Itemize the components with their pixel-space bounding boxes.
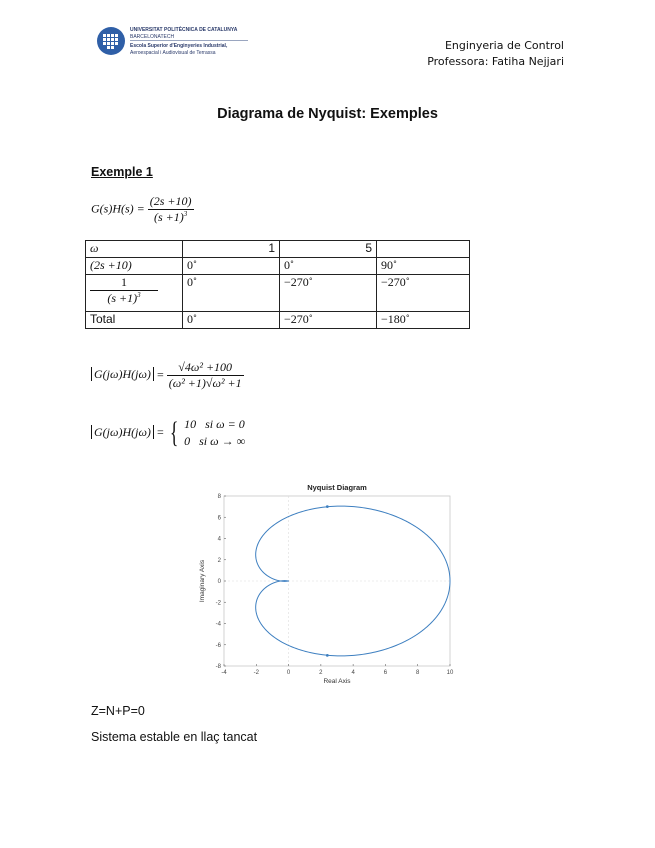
x-axis-label: Real Axis — [323, 678, 351, 685]
magnitude-fraction — [167, 360, 244, 391]
case-infinity: 0 si ω → ∞ — [184, 434, 246, 448]
table-cell: 0˚ — [280, 258, 377, 275]
tf-denominator: (s +1) — [154, 210, 184, 224]
table-cell: −270˚ — [280, 275, 377, 312]
table-label-exp: 3 — [137, 291, 141, 299]
table-label-den: (s +1) — [107, 291, 138, 305]
y-tick-label: -6 — [215, 642, 221, 649]
example-heading: Exemple 1 — [91, 165, 153, 179]
table-cell: 0˚ — [183, 312, 280, 329]
limits-lhs: G(jω)H(jω) — [91, 425, 154, 439]
table-header-cell: 1 — [183, 241, 280, 258]
y-tick-label: 8 — [217, 494, 221, 500]
upc-logo-icon — [96, 26, 126, 56]
table-label-fraction — [90, 275, 158, 306]
y-tick-label: -2 — [215, 600, 221, 607]
magnitude-lhs: G(jω)H(jω) — [91, 367, 154, 381]
direction-arrow-marker — [326, 505, 329, 508]
tf-lhs: G(s)H(s) = — [91, 201, 145, 216]
tf-exponent: 3 — [183, 210, 188, 218]
table-cell: 0˚ — [183, 275, 280, 312]
professor-name: Professora: Fatiha Nejjari — [427, 55, 564, 68]
table-label-den-wrap — [90, 291, 158, 306]
table-row — [86, 312, 470, 329]
cases-block — [169, 416, 245, 450]
university-logo — [96, 26, 266, 62]
direction-arrow-marker — [326, 654, 329, 657]
x-tick-label: 4 — [351, 670, 355, 676]
table-row-label — [86, 275, 183, 312]
table-row-label: Total — [86, 312, 183, 329]
x-tick-label: 0 — [286, 670, 291, 676]
x-tick-label: 6 — [383, 670, 388, 676]
table-header-cell — [377, 241, 470, 258]
header-info — [427, 38, 564, 70]
tf-denominator-wrap — [148, 210, 194, 225]
tf-fraction — [148, 194, 194, 225]
table-cell: −270˚ — [280, 312, 377, 329]
table-cell: 0˚ — [183, 258, 280, 275]
page-title: Diagrama de Nyquist: Exemples — [217, 106, 438, 122]
logo-divider — [130, 40, 248, 41]
table-row-label: (2s +10) — [86, 258, 183, 275]
logo-text — [130, 27, 237, 56]
nyquist-chart — [190, 474, 470, 692]
table-header-cell: ω — [86, 241, 183, 258]
course-name: Enginyeria de Control — [444, 39, 564, 52]
table-cell: 90˚ — [377, 258, 470, 275]
x-tick-label: -4 — [221, 670, 227, 676]
y-axis-label: Imaginary Axis — [199, 559, 206, 603]
x-tick-label: 2 — [319, 670, 323, 676]
brace-icon: { — [169, 416, 179, 449]
stability-conclusion: Sistema estable en llaç tancat — [91, 730, 258, 744]
table-label-num: 1 — [90, 275, 158, 291]
magnitude-denominator: (ω² +1)√ω² +1 — [168, 376, 242, 390]
table-row — [86, 275, 470, 312]
equals-sign: = — [156, 424, 167, 439]
y-tick-label: 6 — [217, 515, 221, 522]
x-tick-label: 10 — [446, 670, 454, 676]
logo-line: UNIVERSITAT POLITÈCNICA DE CATALUNYA — [130, 27, 238, 33]
logo-line: Escola Superior d'Enginyeries Industrial, — [130, 43, 228, 50]
case-zero: 10 si ω = 0 — [184, 417, 245, 431]
logo-line: BARCELONATECH — [130, 33, 175, 40]
magnitude-equation — [91, 360, 244, 391]
y-tick-label: -8 — [215, 664, 221, 670]
x-tick-label: 8 — [416, 670, 420, 676]
chart-title: Nyquist Diagram — [307, 483, 367, 492]
y-tick-label: 4 — [217, 536, 221, 543]
logo-line: Aeroespacial i Audiovisual de Terrassa — [130, 49, 216, 56]
y-tick-label: 2 — [217, 557, 221, 564]
table-header-cell: 5 — [280, 241, 377, 258]
table-row — [86, 258, 470, 275]
y-tick-label: -4 — [215, 621, 221, 628]
equals-sign: = — [156, 367, 167, 382]
limits-equation — [91, 416, 245, 450]
x-tick-label: -2 — [253, 670, 259, 676]
transfer-function-equation — [91, 194, 194, 225]
encirclement-equation: Z=N+P=0 — [91, 704, 145, 718]
magnitude-numerator: √4ω² +100 — [167, 360, 244, 376]
table-cell: −270˚ — [377, 275, 470, 312]
table-header-row — [86, 241, 470, 258]
phase-table — [85, 240, 470, 329]
tf-numerator: (2s +10) — [149, 194, 192, 208]
cases-body — [184, 416, 245, 450]
table-cell: −180˚ — [377, 312, 470, 329]
y-tick-label: 0 — [217, 579, 221, 585]
